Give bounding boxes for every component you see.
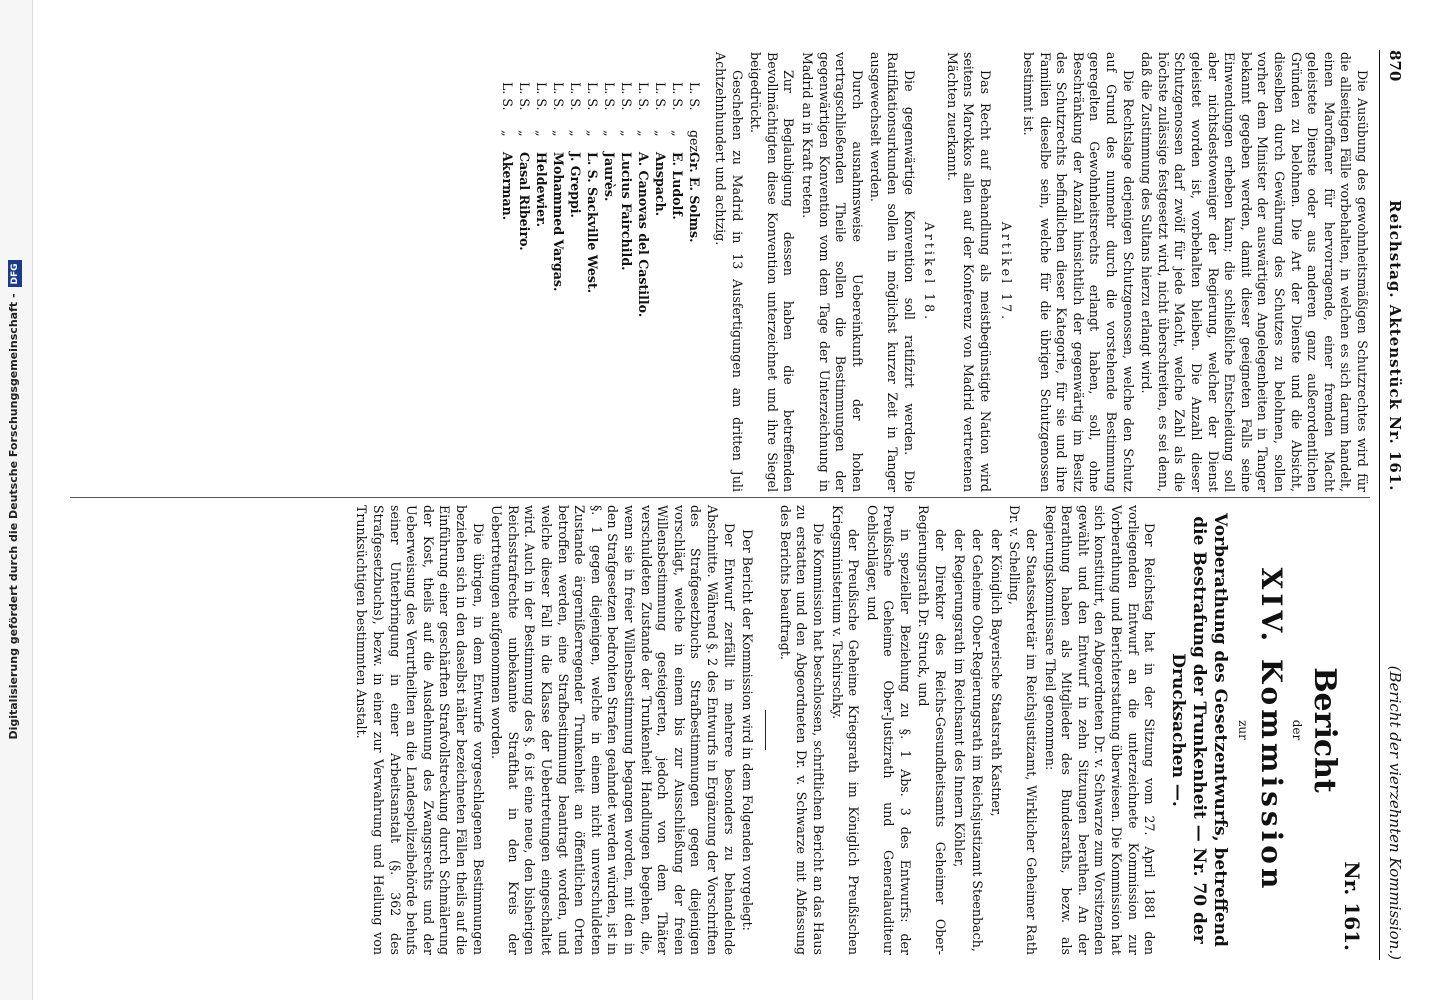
title-connector: zur	[1235, 720, 1250, 740]
paragraph: Geschehen zu Madrid in 13 Ausfertigungen am dritten Juli Achtzehnhundert und achtzig.	[713, 52, 745, 492]
article-heading: Artikel 18.	[922, 221, 938, 323]
list-item: der Direktor des Reichs-Gesundheitsamts Geheimer Ober-Regierungsrath Dr. Struck, und	[916, 505, 949, 955]
seal-mark: L. S.	[653, 82, 669, 111]
signatory-name: Heldewier.	[534, 152, 550, 228]
list-item: der Regierungsrath im Reichsamt des Innern Köhler,	[951, 529, 967, 868]
paragraph: Die Rechtslage derjenigen Schutzgenossen, welche den Schutz auf Grund des nunmehr durch die vorstehende Bestimmung geregelten Gewohnheitsrechts erlangt haben, soll, ohne Beschränkung der Anzahl hinsichtlich der gegenwärtig im Besitz des Schutzrechts befindlichen dieser Kategorie, für sie und ihre Familien dieselbe sein, welche für die übrigen Schutzgenossen bestimmt ist.	[1021, 52, 1136, 492]
signatory-name: Mohammed Vargas.	[551, 152, 567, 292]
signed-mark: „	[653, 130, 669, 137]
signatory-row	[601, 82, 618, 492]
seal-mark: L. S.	[500, 82, 516, 111]
signed-mark: „	[602, 130, 618, 137]
document-number: Nr. 161.	[1340, 861, 1364, 951]
seal-mark: L. S.	[636, 82, 652, 111]
seal-mark: L. S.	[585, 82, 601, 111]
signed-mark: „	[585, 130, 601, 137]
signatory-name: L. S. Sackville West.	[585, 152, 601, 294]
left-column	[499, 52, 1370, 492]
paragraph: Die übrigen, in dem Entwurfe vorgeschlagenen Bestimmungen beziehen sich in den daselbst näher bezeichneten Fällen theils auf die Einführung einer geschärften Strafvollstreckung durch Schmälerung der Kost, theils auf die Ausdehnung des Zwangsrechts und der Ueberweisung des Verurtheilten an die Landespolizeibehörde behufs seiner Unterbringung in einer Arbeitsanstalt (§. 362 des Strafgesetzbuchs), bezw. in einer zur Verwahrung und Heilung von Trunksüchtigen bestimmten Anstalt.	[354, 505, 486, 955]
paragraph: Der Reichstag hat in der Sitzung vom 27. April 1881 den vorliegenden Entwurf an die unterzeichnete Kommission zur Vorberathung und Berichterstattung überwiesen. Die Kommission hat sich konstituirt, den Abgeordneten Dr. v. Schwarze zum Vorsitzenden gewählt und den Entwurf in zehn Sitzungen berathen. An der Berathung haben als Mitglieder des Bundesraths, bezw. als Regierungskommissare Theil genommen:	[1042, 505, 1158, 955]
signed-mark: „	[636, 130, 652, 137]
digitization-text: Digitalisierung gefördert durch die Deutsche Forschungsgemeinschaft -	[7, 293, 20, 740]
signed-mark: „	[619, 130, 635, 137]
paragraph: Die gegenwärtige Konvention soll ratifizirt werden. Die Ratifikationsurkunden sollen in möglichst kurzer Zeit in Tanger ausgewechselt werden.	[868, 52, 917, 492]
signed-mark: „	[517, 130, 533, 137]
signed-mark: „	[670, 130, 686, 137]
commission-title: XIV. Kommission	[1254, 567, 1288, 893]
signatory-row	[635, 82, 652, 492]
page-header	[1379, 50, 1404, 960]
list-item: der Geheime Ober-Regierungsrath im Reichsjustizamt Steenbach,	[970, 529, 986, 952]
report-subject: Vorberathung des Gesetzentwurfs, betreffend die Bestrafung der Trunkenheit — Nr. 70 der Drucksachen —.	[1168, 513, 1231, 947]
paragraph: Durch ausnahmsweise Uebereinkunft der hohen vertragschließenden Theile sollen die Bestimmungen der gegenwärtigen Konvention vom dem Tage der Unterzeichnung in Madrid an in Kraft treten.	[800, 52, 865, 492]
right-column	[351, 505, 1370, 955]
paragraph: Zur Beglaubigung dessen haben die betreffenden Bevollmächtigten diese Konvention unterzeichnet und ihre Siegel beigedrückt.	[748, 52, 797, 492]
page-number: 870	[1386, 50, 1404, 82]
list-item: in spezieller Beziehung zu §. 1 Abs. 3 des Entwurfs: der Preußische Geheime Ober-Justizrath und Generalauditeur Oehlschläger, und	[864, 505, 913, 955]
header-title: Reichstag. Aktenstück Nr. 161.	[1386, 200, 1404, 492]
signatory-row	[533, 82, 550, 492]
signed-mark: „	[568, 130, 584, 137]
signatory-row	[516, 82, 533, 492]
title-connector: der	[1290, 719, 1305, 741]
signatory-row	[550, 82, 567, 492]
signatory-row	[686, 82, 703, 492]
column-divider	[70, 497, 1370, 498]
seal-mark: L. S.	[551, 82, 567, 111]
paragraph: Der Entwurf zerfällt in mehrere besonders zu behandelnde Abschnitte. Während §. 2 des Entwurfs in Ergänzung der Vorschriften des Strafgesetzbuchs Strafbestimmungen gegen diejenigen vorschlägt, welche in einem bis zur Ausschließung der freien Willensbestimmung gesteigerten, jedoch von dem Thäter verschuldeten Zustande der Trunkenheit Handlungen begehen, die, wenn sie in freier Willensbestimmung begangen worden, mit den in den Strafgesetzen bedrohten Strafen geahndet werden würden, ist in §. 1 gegen diejenigen, welche in einem nicht unverschuldeten Zustande ärgernißerregender Trunkenheit an öffentlichen Orten betroffen werden, eine Strafbestimmung beantragt worden, und welche dieser Fall in die Klasse der Uebertretungen eingeschaltet wird. Auch in der Bestimmung des §. 6 ist eine neue, den bisherigen Reichsstrafrechte unbekannte Strafthat in den Kreis der Uebertretungen aufgenommen worden.	[489, 505, 737, 955]
seal-mark: L. S.	[670, 82, 686, 111]
list-item: der Staatssekretär im Reichsjustizamt, Wirklicher Geheimer Rath Dr. v. Schelling,	[1007, 505, 1040, 955]
signatory-name: Gr. E. Solms.	[687, 152, 703, 243]
signatory-name: Jaurès.	[602, 152, 618, 202]
seal-mark: L. S.	[517, 82, 533, 111]
signatory-row	[567, 82, 584, 492]
divider	[765, 710, 766, 750]
paragraph: Die Kommission hat beschlossen, schriftlichen Bericht an das Haus zu erstatten und den Abgeordneten Dr. v. Schwarze mit Abfassung des Berichts beauftragt.	[777, 505, 826, 955]
participant-list	[828, 505, 1039, 955]
seal-mark: L. S.	[602, 82, 618, 111]
signatory-row	[652, 82, 669, 492]
article-heading: Artikel 17.	[998, 221, 1014, 323]
dfg-logo: DFG	[8, 260, 22, 287]
seal-mark: L. S.	[534, 82, 550, 111]
signatory-row	[669, 82, 686, 492]
signatory-name: Anspach.	[653, 152, 669, 217]
list-item: der Königlich Bayerische Staatsrath Kastner,	[988, 529, 1004, 817]
signatory-name: J. Greppi.	[568, 152, 584, 218]
signatory-name: Akerman.	[500, 152, 516, 221]
section-heading: Der Bericht der Kommission wird in dem Folgenden vorgelegt:	[740, 529, 756, 931]
signatory-name: A. Canovas del Castillo.	[636, 152, 652, 318]
seal-mark: L. S.	[568, 82, 584, 111]
seal-mark: L. S.	[687, 82, 703, 111]
seal-mark: L. S.	[619, 82, 635, 111]
signatory-list	[499, 82, 703, 492]
report-title: Bericht	[1307, 667, 1343, 793]
signatory-row	[584, 82, 601, 492]
header-subtitle: (Bericht der vierzehnten Kommission.)	[1386, 665, 1404, 960]
list-item: der Preußische Geheime Kriegsrath im Königlich Preußischen Kriegsministerium v. Tschirschky.	[829, 505, 862, 955]
signed-mark: gez.	[687, 130, 703, 157]
signatory-row	[499, 82, 516, 492]
paragraph: Das Recht auf Behandlung als meistbegünstigte Nation wird seitens Marokkos allen auf der Konferenz von Madrid vertretenen Mächten zuerkannt.	[944, 52, 993, 492]
paragraph: Die Ausübung des gewohnheitsmäßigen Schutzrechtes wird für die allseitigen Fälle vorbehalten, in welchen es sich darum handelt, einen Maroffaner für hervorragende, einer fremden Macht geleistete Dienste oder aus anderen ganz außerordentlichen Gründen zu belohnen. Die Art der Dienste und die Absicht, dieselben durch Gewährung des Schutzes zu belohnen, sollen vorher dem Minister der auswärtigen Angelegenheiten in Tanger bekannt gegeben werden, damit dieser geeigneten Falls seine Einwendungen erheben kann; die schließliche Entscheidung soll aber nichtsdestoweniger der Regierung, welcher der Dienst geleistet worden ist, vorbehalten bleiben. Die Anzahl dieser Schutzgenossen darf zwölf für jede Macht, welche Zahl als die höchste zulässige festgesetzt wird, nicht überschreiten, es sei denn, daß die Zustimmung des Sultans hierzu erlangt wird.	[1139, 52, 1370, 492]
signatory-name: Lucius Fairchild.	[619, 152, 635, 271]
signed-mark: „	[500, 130, 516, 137]
signatory-row	[618, 82, 635, 492]
signatory-name: E. Ludolf.	[670, 152, 686, 220]
signed-mark: „	[534, 130, 550, 137]
signatory-name: Casal Ribeiro.	[517, 152, 533, 251]
signed-mark: „	[551, 130, 567, 137]
